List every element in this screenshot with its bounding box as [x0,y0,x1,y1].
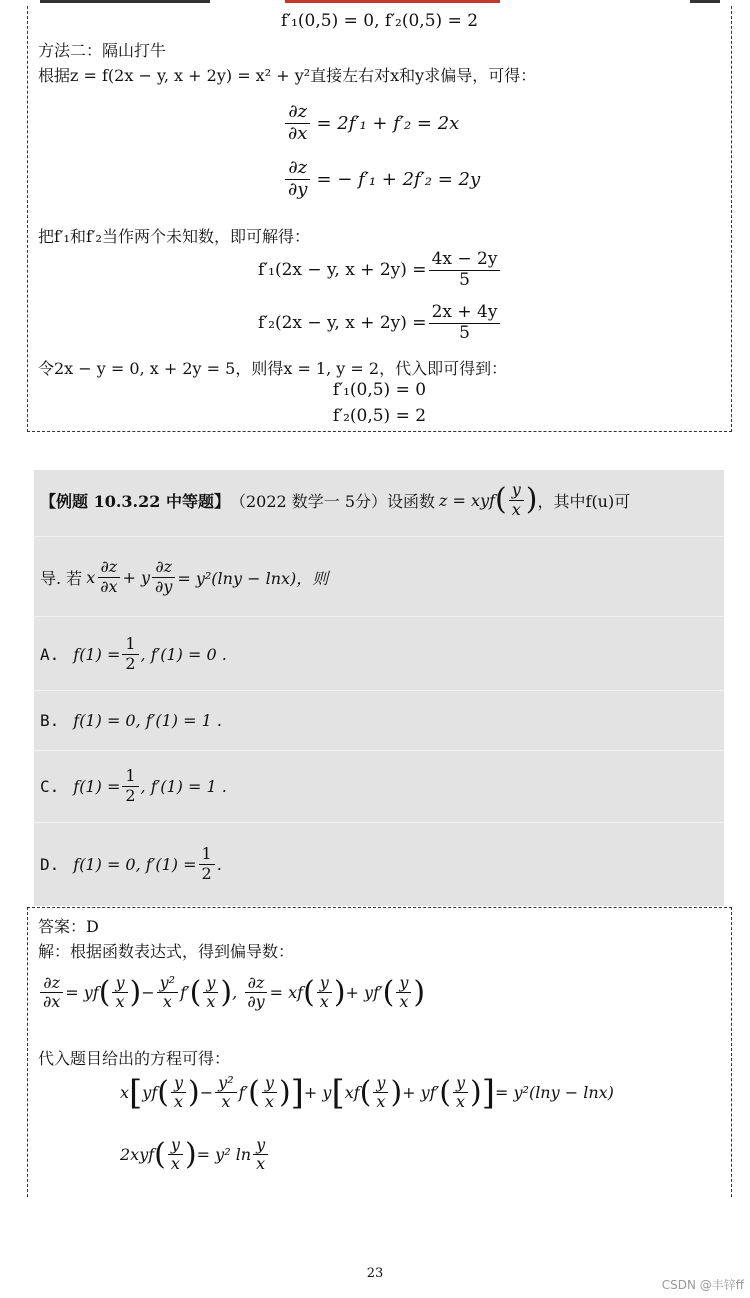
header-title-text [285,0,500,3]
partial-derivatives: $\frac{\partial z}{\partial x}$ = yf ( $\frac{y}{x}$ ) − $\frac{\text{y²}}{x}$ f′ ( $\frac{y}{x}$ ) , $\frac{\partial z}{\partial y}$ = xf ( $\frac{y}{x}$ ) + yf′ ( $\frac{y}{x}$ ) [38,974,425,1012]
final-f1: f′₁(0,5) = 0 [332,380,427,400]
problem-function: z = xyf [439,490,496,510]
divider [34,690,724,691]
header-right-text [690,0,720,3]
partial-y-equation: $\frac{\partial z}{\partial y}$ = − f′₁ + 2f′₂ = 2y [283,158,480,200]
example-problem-box [34,470,724,906]
solution-f1: f′₁(2x − y, x + 2y) = $\frac{4x - 2y}{5}$ [258,250,502,290]
option-c[interactable]: C. f(1) = $\frac{1}{2}$ , f′(1) = 1 . [40,766,227,805]
substituted-equation: x [ yf ( $\frac{y}{x}$ ) − $\frac{\text{y²}}{x}$ f′ ( $\frac{y}{x}$ ) ] + y [ xf ( $\frac{y}{x}$ ) + yf′ ( $\frac{y}{x}$ ) ] = y²(lny − lnx) [120,1072,614,1113]
substitute-text: 代入题目给出的方程可得： [38,1049,231,1068]
watermark: CSDN @丰锌ff [661,1278,744,1292]
answer-text: 答案：D [38,917,99,936]
problem-title: 【例题 10.3.22 中等题】 [40,491,230,511]
problem-header: 【例题 10.3.22 中等题】 （2022 数学一 5分）设函数 z = xyf ( $\frac{y}{x}$ ) ，其中f(u)可 [40,480,631,519]
option-d[interactable]: D. f(1) = 0, f′(1) = $\frac{1}{2}$ . [40,844,222,883]
option-a[interactable]: A. f(1) = $\frac{1}{2}$ , f′(1) = 0 . [40,634,227,673]
page-number: 23 [366,1266,384,1281]
divider [34,536,724,537]
final-equation: 2xyf ( $\frac{y}{x}$ ) = y² ln $\frac{y}{x}$ [120,1136,270,1174]
solution-box [27,907,732,1197]
divider [34,616,724,617]
unknowns-text: 把f′₁和f′₂当作两个未知数，即可解得： [38,227,310,246]
divider [34,822,724,823]
problem-header-tail: ，其中f(u)可 [537,491,631,511]
problem-source: （2022 数学一 5分）设函数 [229,491,436,511]
method-title: 方法二：隔山打牛 [38,41,167,60]
top-result: f′₁(0,5) = 0, f′₂(0,5) = 2 [280,11,479,31]
final-f2: f′₂(0,5) = 2 [332,406,427,426]
header-left-text [40,0,210,3]
solution-f2: f′₂(2x − y, x + 2y) = $\frac{2x + 4y}{5}$ [258,303,502,343]
substitute-text: 令2x − y = 0, x + 2y = 5，则得x = 1, y = 2，代入即可得到： [38,359,508,378]
previous-solution-box [27,6,732,432]
partial-x-equation: $\frac{\partial z}{\partial x}$ = 2f′₁ + f′₂ = 2x [283,102,459,144]
method-intro: 根据z = f(2x − y, x + 2y) = x² + y²直接左右对x和y求偏导，可得： [38,66,537,85]
problem-condition: 导. 若 x $\frac{\partial z}{\partial x}$ + y $\frac{\partial z}{\partial y}$ = y²(lny − lnx)，则 [40,557,329,596]
divider [34,750,724,751]
solution-intro: 解：根据函数表达式，得到偏导数： [38,942,295,961]
option-b[interactable]: B. f(1) = 0, f′(1) = 1 . [40,710,222,730]
